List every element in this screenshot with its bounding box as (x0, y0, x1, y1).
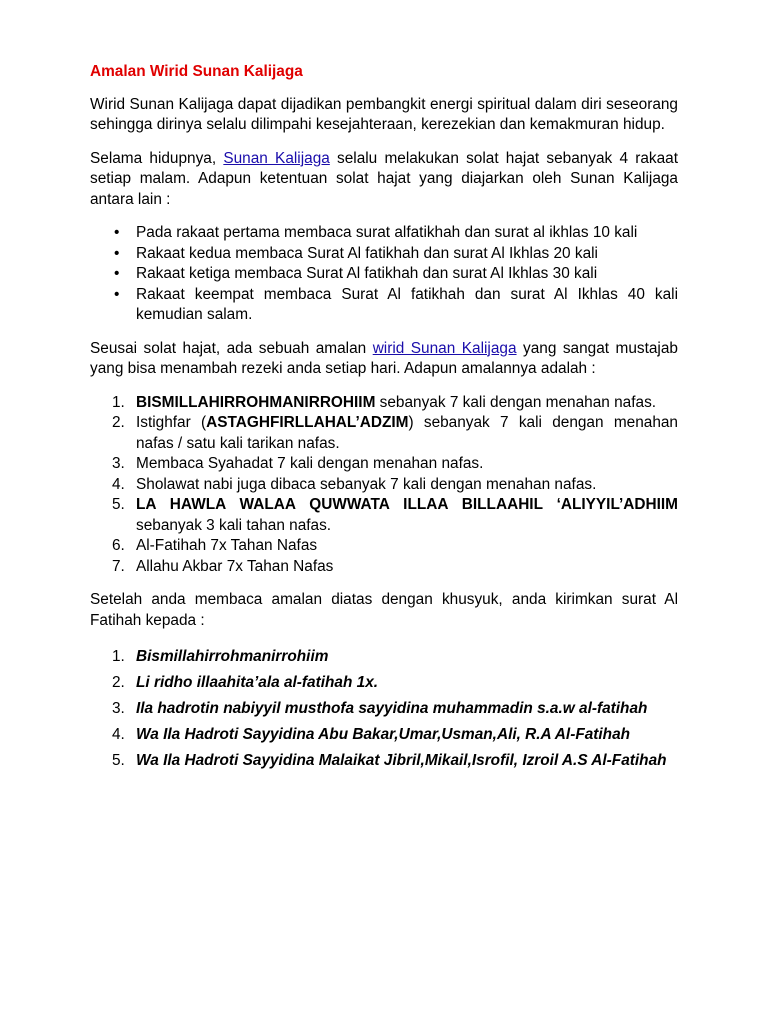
list-item (90, 696, 678, 722)
list-number: 6. (112, 537, 125, 554)
bold-text: ASTAGHFIRLLAHAL’ADZIM (206, 414, 409, 431)
paragraph-text: Selama hidupnya, (90, 149, 224, 167)
list-number: 3. (112, 455, 125, 472)
list-item (90, 670, 678, 696)
list-item (90, 285, 678, 326)
bold-text: BISMILLAHIRROHMANIRROHIIM (136, 393, 376, 411)
list-item-text: Allahu Akbar 7x Tahan Nafas (136, 557, 334, 575)
list-number: 4. (112, 475, 125, 493)
list-item-text: Wa Ila Hadroti Sayyidina Malaikat Jibril,Mikail,Isrofil, Izroil A.S Al-Fatihah (136, 752, 667, 769)
list-item-text: ) sebanyak 7 kali dengan menahan nafas / satu kali tarikan nafas. (136, 414, 678, 452)
list-item-text: sebanyak 7 kali dengan menahan nafas. (375, 393, 657, 411)
list-item-text: sebanyak 3 kali tahan nafas. (136, 516, 332, 534)
list-item (90, 393, 678, 414)
list-item (90, 475, 678, 496)
list-item-text: Ila hadrotin nabiyyil musthofa sayyidina muhammadin s.a.w al-fatihah (136, 700, 648, 717)
bullet-icon: • (114, 285, 120, 303)
paragraph-text: yang sangat mustajab yang bisa menambah rezeki anda setiap hari. Adapun amalannya adalah : (90, 339, 678, 377)
wirid-sunan-kalijaga-link[interactable]: wirid Sunan Kalijaga (372, 339, 517, 357)
paragraph-text: selalu melakukan solat hajat sebanyak 4 rakaat setiap malam. Adapun ketentuan solat hajat yang diajarkan oleh Sunan Kalijaga antara lain : (90, 149, 678, 208)
list-item (90, 244, 678, 265)
list-number: 3. (112, 700, 125, 717)
list-item-text: Membaca Syahadat 7 kali dengan menahan nafas. (136, 455, 484, 472)
document-title: Amalan Wirid Sunan Kalijaga (90, 63, 303, 80)
list-number: 5. (112, 496, 125, 513)
list-item-text: Wa Ila Hadroti Sayyidina Abu Bakar,Umar,Usman,Ali, R.A Al-Fatihah (136, 726, 631, 743)
list-item-text: Li ridho illaahita’ala al-fatihah 1x. (136, 674, 379, 691)
amalan-steps-list (90, 393, 678, 578)
list-item (90, 264, 678, 285)
list-item (90, 644, 678, 670)
list-number: 4. (112, 726, 125, 743)
list-item (90, 223, 678, 244)
list-item-text: Sholawat nabi juga dibaca sebanyak 7 kali dengan menahan nafas. (136, 475, 597, 493)
list-item-text: Al-Fatihah 7x Tahan Nafas (136, 537, 318, 554)
list-item-text: Bismillahirrohmanirrohiim (136, 648, 329, 665)
paragraph-text: Seusai solat hajat, ada sebuah amalan (90, 339, 373, 357)
fatihah-list (90, 644, 678, 774)
list-number: 1. (112, 648, 125, 665)
rakaat-list (90, 223, 678, 326)
list-number: 2. (112, 414, 125, 431)
list-number: 1. (112, 393, 125, 411)
bold-text: LA HAWLA WALAA QUWWATA ILLAA BILLAAHIL ‘ALIYYIL’ADHIIM (136, 496, 678, 513)
list-item-text: Rakaat keempat membaca Surat Al fatikhah dan surat Al Ikhlas 40 kali kemudian salam. (136, 285, 678, 323)
list-item (90, 536, 678, 557)
solat-hajat-paragraph (90, 149, 678, 211)
list-item-text: Rakaat ketiga membaca Surat Al fatikhah dan surat Al Ikhlas 30 kali (136, 265, 598, 282)
bullet-icon: • (114, 224, 120, 241)
list-item (90, 557, 678, 578)
list-item (90, 495, 678, 536)
bullet-icon: • (114, 265, 120, 282)
list-item-text: Istighfar ( (136, 414, 207, 431)
fatihah-intro-paragraph: Setelah anda membaca amalan diatas dengan khusyuk, anda kirimkan surat Al Fatihah kepada : (90, 591, 678, 629)
list-item-text: Rakaat kedua membaca Surat Al fatikhah dan surat Al Ikhlas 20 kali (136, 244, 598, 262)
intro-paragraph: Wirid Sunan Kalijaga dapat dijadikan pembangkit energi spiritual dalam diri seseorang sehingga dirinya selalu dilimpahi kesejahteraan, kerezekian dan kemakmuran hidup. (90, 95, 678, 133)
list-item (90, 413, 678, 454)
list-item-text: Pada rakaat pertama membaca surat alfatikhah dan surat al ikhlas 10 kali (136, 224, 638, 241)
amalan-paragraph (90, 339, 678, 380)
list-item (90, 722, 678, 748)
sunan-kalijaga-link[interactable]: Sunan Kalijaga (223, 149, 330, 167)
list-item (90, 454, 678, 475)
list-item (90, 748, 678, 774)
list-number: 5. (112, 752, 125, 769)
bullet-icon: • (114, 244, 120, 262)
list-number: 2. (112, 674, 125, 691)
list-number: 7. (112, 557, 125, 575)
